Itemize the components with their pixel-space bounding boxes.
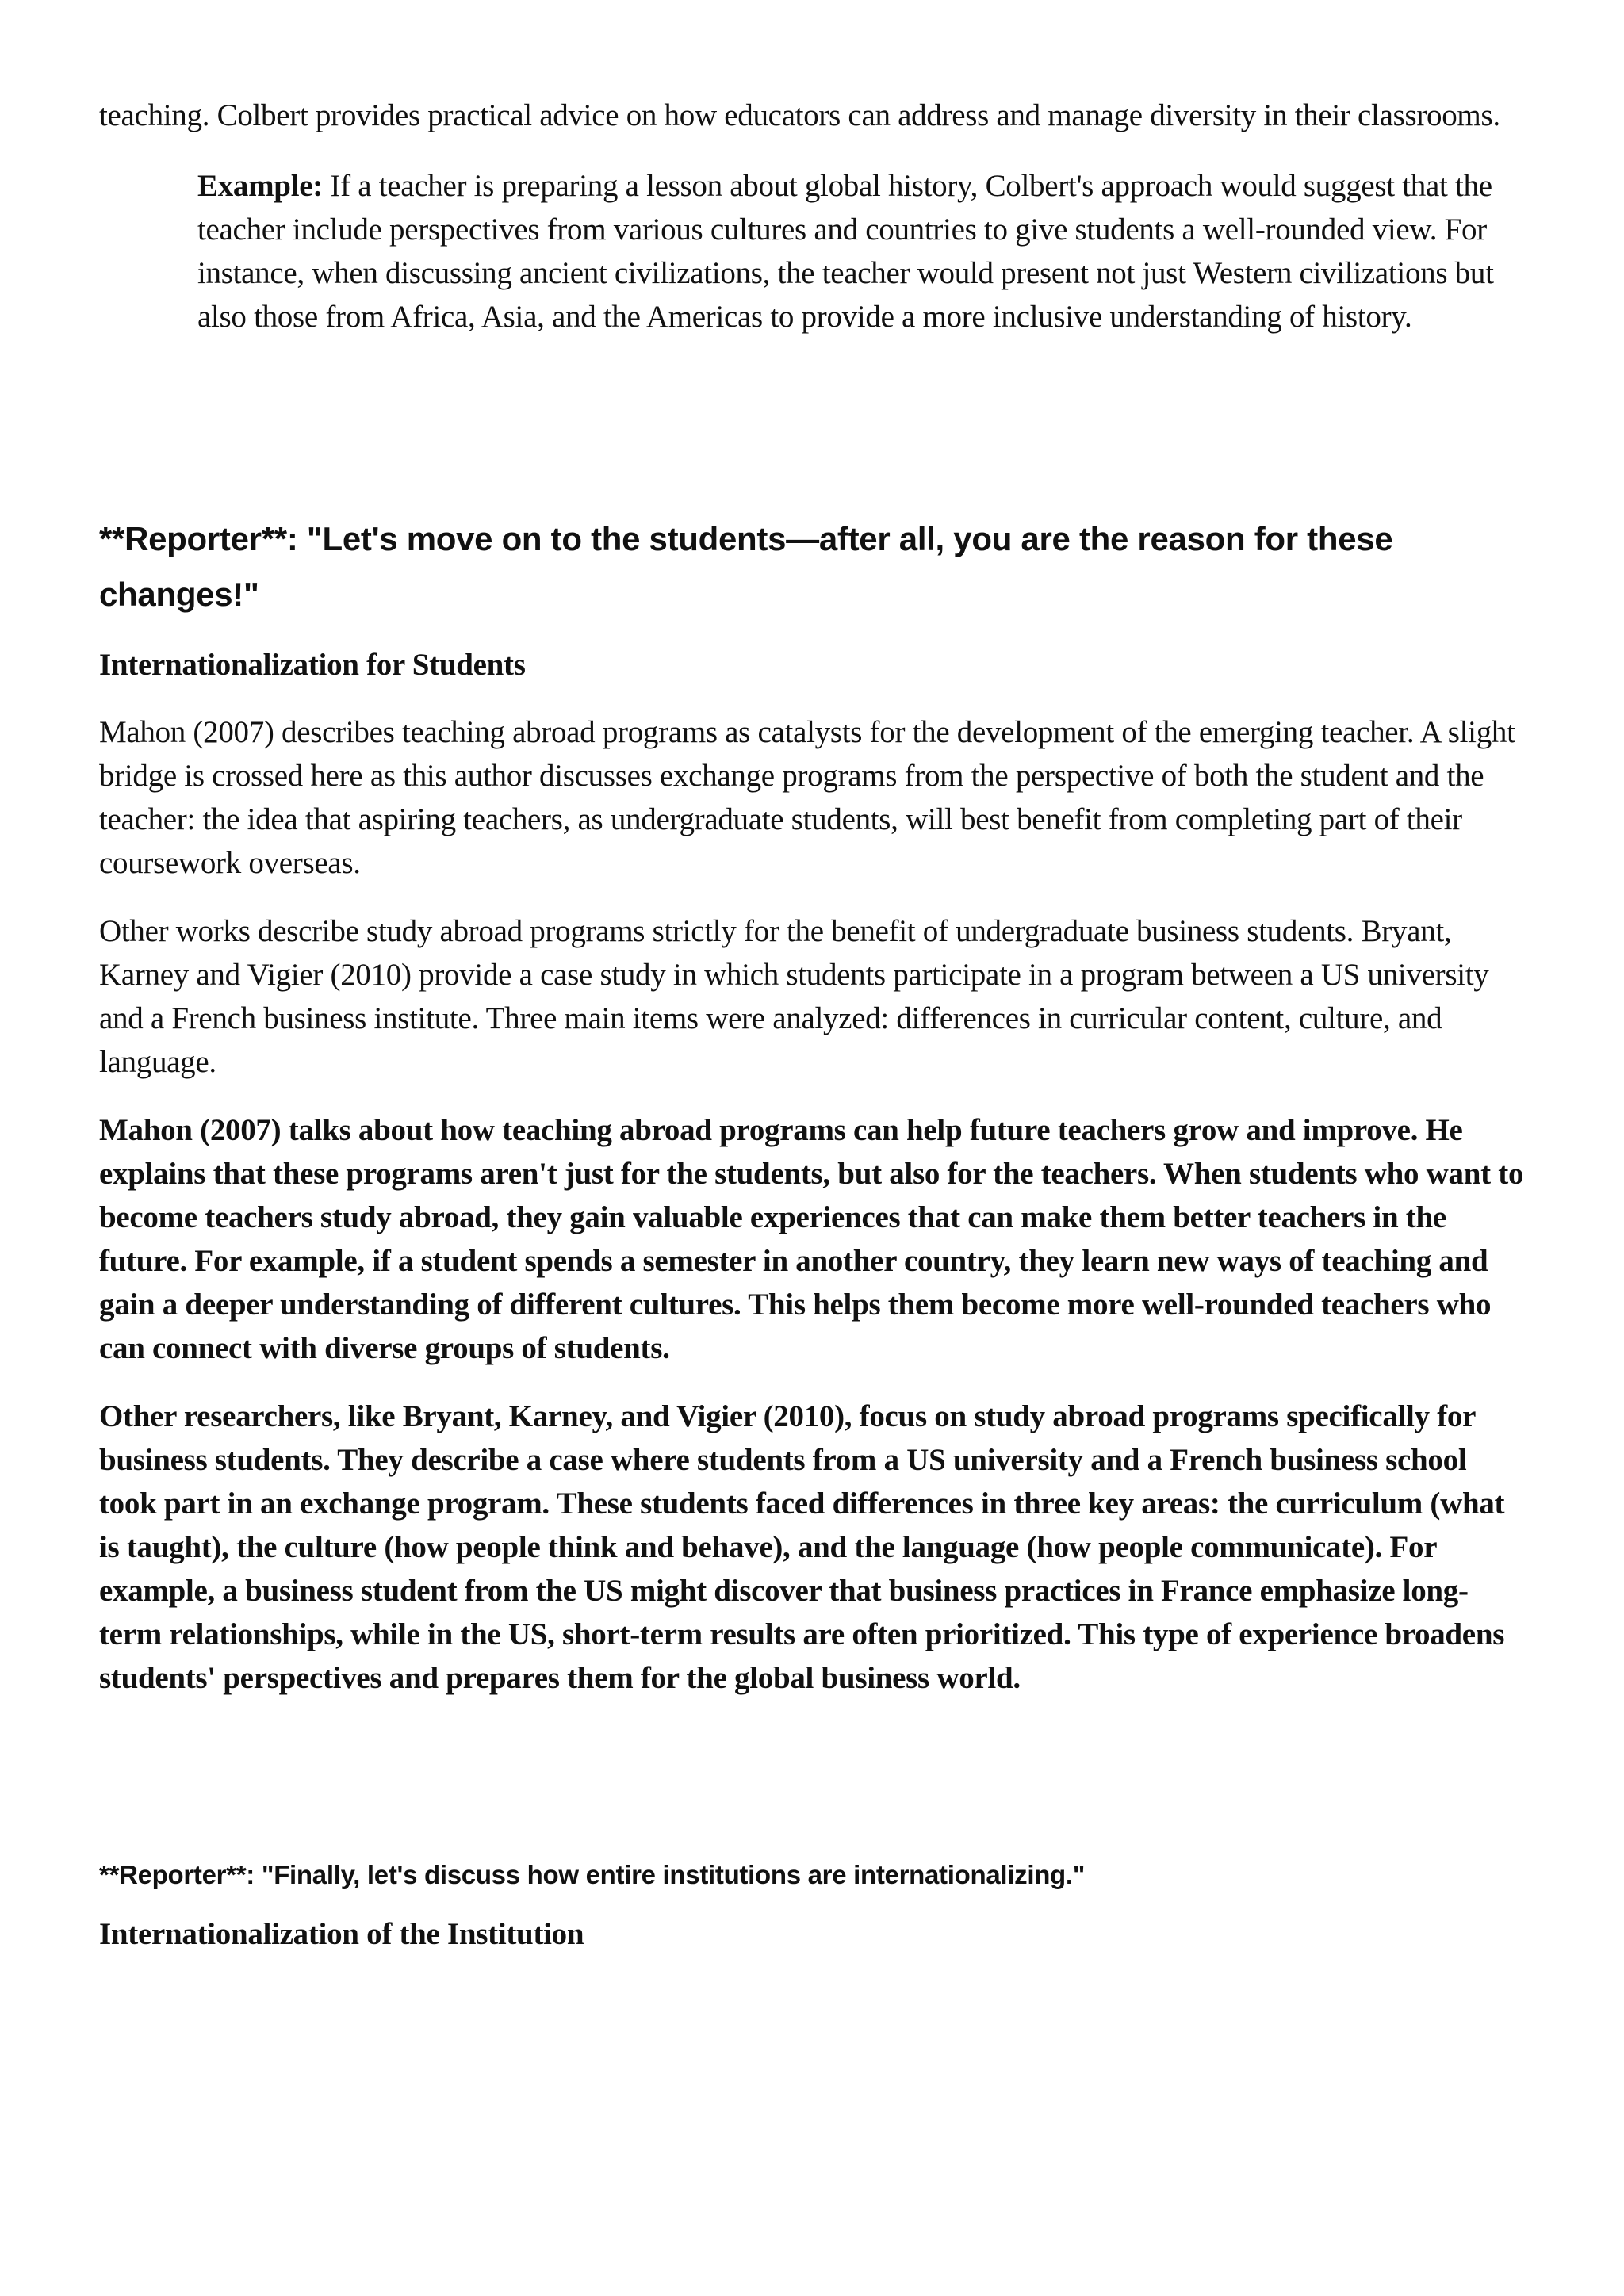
example-label: Example: — [197, 169, 323, 203]
reporter-students-heading: **Reporter**: "Let's move on to the students—after all, you are the reason for these changes!" — [99, 520, 1393, 613]
example-block — [197, 164, 1530, 339]
reporter-institutions-heading: **Reporter**: "Finally, let's discuss how entire institutions are internationalizing." — [99, 1860, 1086, 1889]
bold-paragraph-bryant: Other researchers, like Bryant, Karney, and Vigier (2010), focus on study abroad programs specifically for business students. They describe a case where students from a US university and a French business school took part in an exchange program. These students faced differences in three key areas: the curriculum (what is taught), the culture (how people think and behave), and the language (how people communicate). For example, a business student from the US might discover that business practices in France emphasize long-term relationships, while in the US, short-term results are often prioritized. This type of experience broadens students' perspectives and prepares them for the global business world. — [99, 1399, 1505, 1695]
bold-paragraph-mahon: Mahon (2007) talks about how teaching abroad programs can help future teachers grow and improve. He explains that these programs aren't just for the students, but also for the teachers. When students who want to become teachers study abroad, they gain valuable experiences that can make them better teachers in the future. For example, if a student spends a semester in another country, they learn new ways of teaching and gain a deeper understanding of different cultures. This helps them become more well-rounded teachers who can connect with diverse groups of students. — [99, 1113, 1524, 1365]
section-students-title: Internationalization for Students — [99, 648, 526, 682]
intro-paragraph: teaching. Colbert provides practical advice on how educators can address and manage diversity in their classrooms. — [99, 98, 1500, 132]
paragraph-bryant: Other works describe study abroad programs strictly for the benefit of undergraduate business students. Bryant, Karney and Vigier (2010) provide a case study in which students participate in a program between a US university and a French business institute. Three main items were analyzed: differences in curricular content, culture, and language. — [99, 914, 1489, 1079]
paragraph-mahon: Mahon (2007) describes teaching abroad programs as catalysts for the development of the emerging teacher. A slight bridge is crossed here as this author discusses exchange programs from the perspective of both the student and the teacher: the idea that aspiring teachers, as undergraduate students, will best benefit from completing part of their coursework overseas. — [99, 715, 1515, 880]
example-text: If a teacher is preparing a lesson about global history, Colbert's approach would suggest that the teacher include perspectives from various cultures and countries to give students a well-rounded view. For instance, when discussing ancient civilizations, the teacher would present not just Western civilizations but also those from Africa, Asia, and the Americas to provide a more inclusive understanding of history. — [197, 169, 1494, 334]
section-institution-title: Internationalization of the Institution — [99, 1917, 584, 1951]
